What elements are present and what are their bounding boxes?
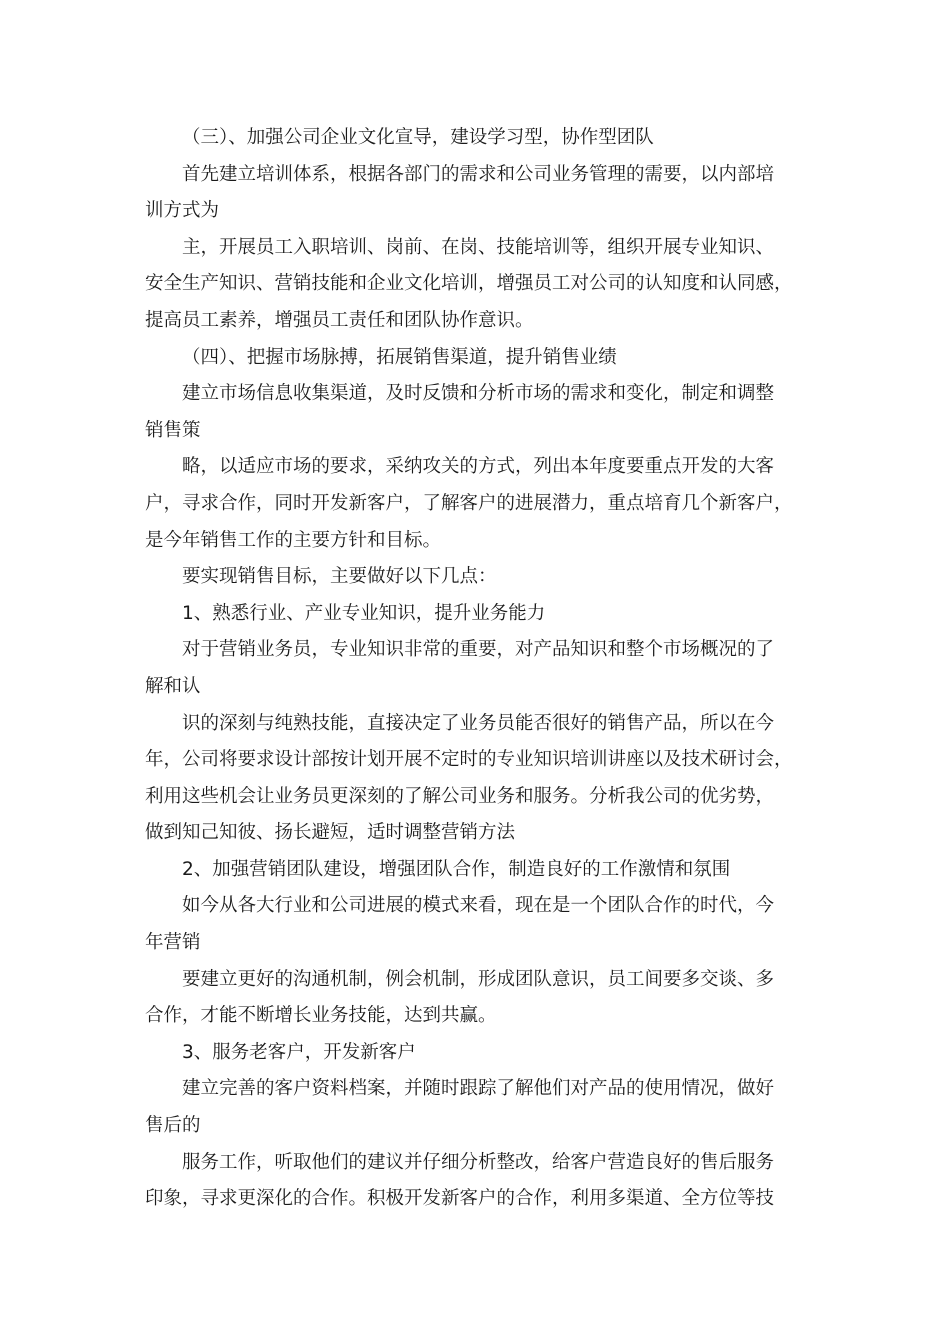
- paragraph-line: 印象，寻求更深化的合作。积极开发新客户的合作，利用多渠道、全方位等技: [145, 1188, 775, 1210]
- section-heading-three: （三）、加强公司企业文化宣导，建设学习型，协作型团队: [182, 127, 654, 148]
- paragraph-line: 年营销: [145, 932, 201, 954]
- paragraph-line: 合作，才能不断增长业务技能，达到共赢。: [145, 1005, 497, 1027]
- paragraph-line: 识的深刻与纯熟技能，直接决定了业务员能否很好的销售产品，所以在今: [182, 712, 775, 734]
- paragraph-line: 建立市场信息收集渠道，及时反馈和分析市场的需求和变化，制定和调整: [182, 383, 775, 405]
- paragraph-line: 要建立更好的沟通机制，例会机制，形成团队意识，员工间要多交谈、多: [182, 968, 775, 990]
- subheading-one: 1、熟悉行业、产业专业知识，提升业务能力: [182, 602, 546, 624]
- paragraph-line: 是今年销售工作的主要方针和目标。: [145, 529, 442, 551]
- section-heading-four: （四）、把握市场脉搏，拓展销售渠道，提升销售业绩: [182, 346, 617, 368]
- paragraph-line: 安全生产知识、营销技能和企业文化培训，增强员工对公司的认知度和认同感，: [145, 273, 793, 295]
- paragraph-line: 利用这些机会让业务员更深刻的了解公司业务和服务。分析我公司的优劣势，: [145, 785, 775, 807]
- document-body: [145, 120, 817, 1218]
- paragraph-line: 要实现销售目标，主要做好以下几点：: [182, 566, 497, 588]
- paragraph-line: 服务工作，听取他们的建议并仔细分析整改，给客户营造良好的售后服务: [182, 1151, 775, 1173]
- paragraph-line: 做到知己知彼、扬长避短，适时调整营销方法: [145, 822, 516, 844]
- paragraph-line: 训方式为: [145, 200, 220, 222]
- paragraph-line: 销售策: [145, 419, 201, 441]
- paragraph-line: 户，寻求合作，同时开发新客户，了解客户的进展潜力，重点培育几个新客户，: [145, 492, 793, 514]
- paragraph-line: 提高员工素养，增强员工责任和团队协作意识。: [145, 309, 534, 331]
- subheading-two: 2、加强营销团队建设，增强团队合作，制造良好的工作激情和氛围: [182, 858, 731, 880]
- paragraph-line: 年，公司将要求设计部按计划开展不定时的专业知识培训讲座以及技术研讨会，: [145, 749, 793, 771]
- paragraph-line: 对于营销业务员，专业知识非常的重要，对产品知识和整个市场概况的了: [182, 639, 775, 661]
- paragraph-line: 解和认: [145, 675, 201, 697]
- paragraph-line: 售后的: [145, 1115, 201, 1137]
- paragraph-line: 建立完善的客户资料档案，并随时跟踪了解他们对产品的使用情况，做好: [182, 1078, 775, 1100]
- paragraph-line: 主，开展员工入职培训、岗前、在岗、技能培训等，组织开展专业知识、: [182, 236, 775, 258]
- subheading-three: 3、服务老客户，开发新客户: [182, 1041, 416, 1063]
- paragraph-line: 首先建立培训体系，根据各部门的需求和公司业务管理的需要，以内部培: [182, 163, 775, 185]
- paragraph-line: 如今从各大行业和公司进展的模式来看，现在是一个团队合作的时代，今: [182, 895, 775, 917]
- paragraph-line: 略，以适应市场的要求，采纳攻关的方式，列出本年度要重点开发的大客: [182, 456, 775, 478]
